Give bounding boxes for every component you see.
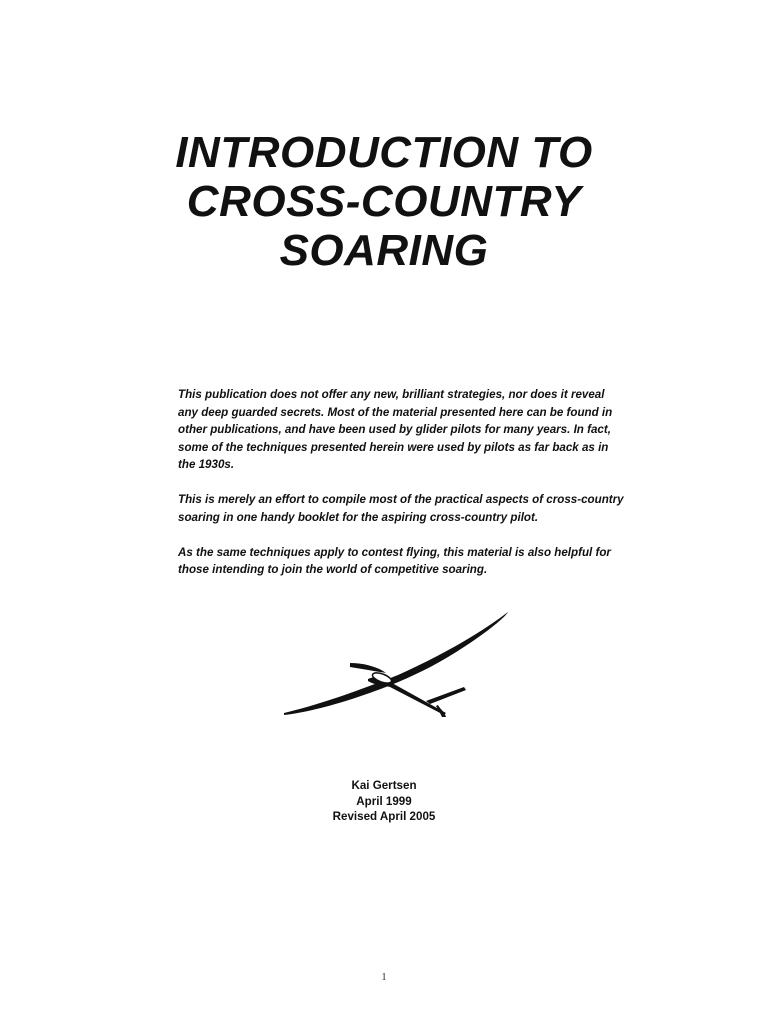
title-line-1: INTRODUCTION TO [175, 128, 593, 177]
page-title [84, 128, 684, 275]
author-block [284, 778, 484, 825]
glider-fuselage [368, 677, 446, 715]
author-name: Kai Gertsen [351, 779, 417, 792]
page-number: 1 [381, 971, 387, 983]
intro-paragraph-2: This is merely an effort to compile most of the practical aspects of cross-country soaring in one handy booklet for the aspiring cross-country pilot. [178, 493, 624, 524]
glider-wing [284, 612, 508, 715]
title-line-2: CROSS-COUNTRY [186, 177, 582, 226]
glider-nose [350, 663, 386, 673]
title-line-3: SOARING [279, 226, 489, 275]
author-revised: Revised April 2005 [332, 810, 436, 823]
author-date: April 1999 [356, 794, 412, 808]
intro-paragraph-3: As the same techniques apply to contest flying, this material is also helpful for those intending to join the world of competitive soaring. [178, 545, 611, 576]
glider-tailplane [426, 687, 466, 704]
glider-illustration [278, 605, 518, 725]
intro-text [178, 386, 626, 596]
intro-paragraph-1: This publication does not offer any new, brilliant strategies, nor does it reveal any deep guarded secrets. Most of the material presented here can be found in other publications, and have been used by glider pilots for many years. In fact, some of the techniques presented herein were used by pilots as far back as in the 1930s. [178, 388, 613, 471]
